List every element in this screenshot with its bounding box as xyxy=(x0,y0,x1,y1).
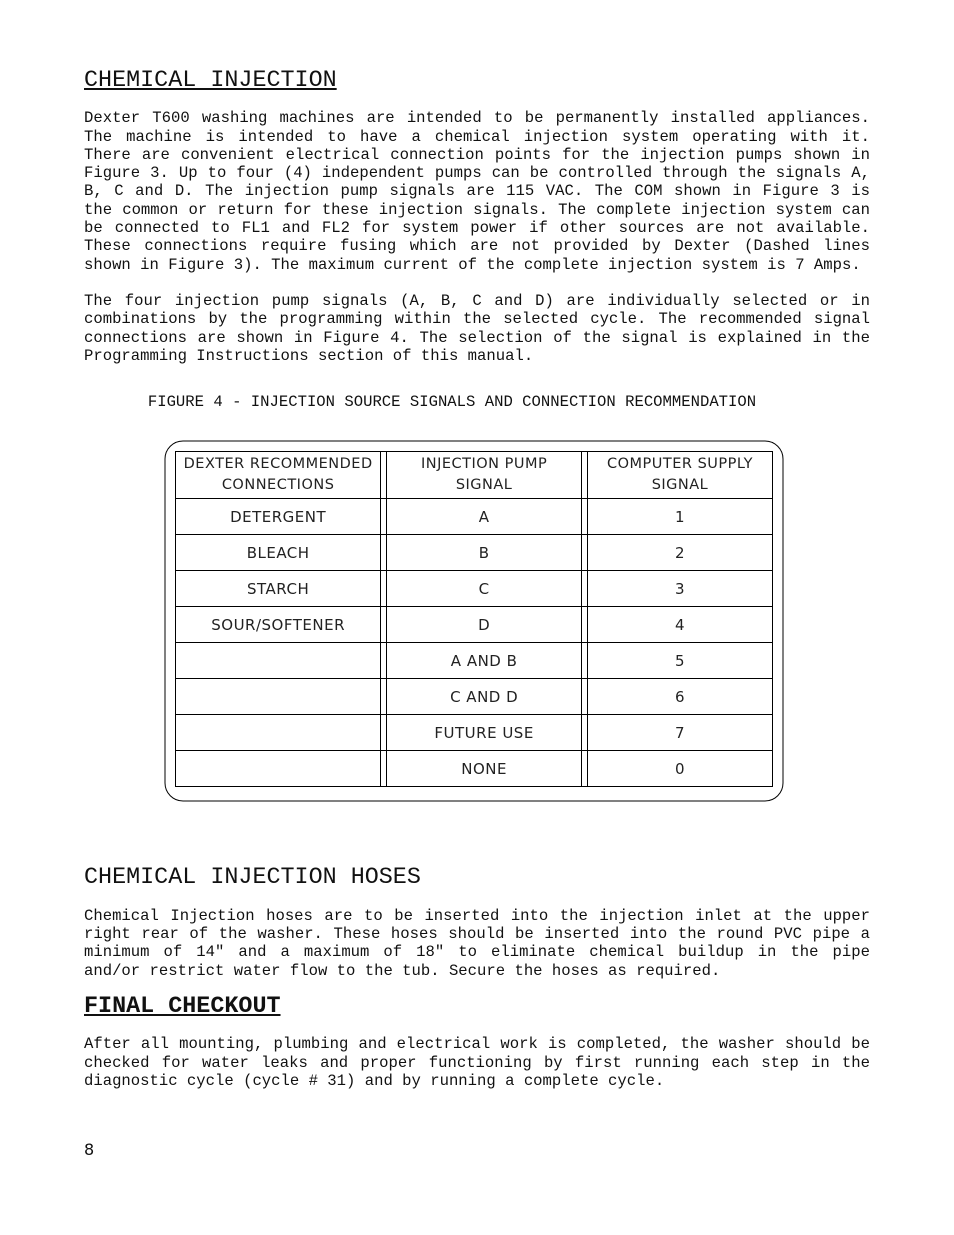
injection-hoses-paragraph: Chemical Injection hoses are to be inserted into the injection inlet at the upper right rear of the washer. These hoses should be inserted into the round PVC pipe a minimum of 14" and a maximum of 18" to eliminate chemical buildup in the pipe and/or restrict water flow to the tub. Secure the hoses as required. xyxy=(84,906,870,980)
cell-pump-signal: C AND D xyxy=(386,678,582,714)
cell-pump-signal: C xyxy=(386,570,582,606)
cell-computer-signal: 4 xyxy=(587,606,773,642)
figure-4-caption: FIGURE 4 - INJECTION SOURCE SIGNALS AND CONNECTION RECOMMENDATION xyxy=(147,393,757,412)
cell-computer-signal: 5 xyxy=(587,642,773,678)
table-row xyxy=(175,498,773,534)
cell-connection: BLEACH xyxy=(175,534,381,570)
cell-connection xyxy=(175,714,381,750)
final-checkout-paragraph: After all mounting, plumbing and electrical work is completed, the washer should be checked for water leaks and proper functioning by first running each step in the diagnostic cycle (cycle # 31) and by running a complete cycle. xyxy=(84,1035,870,1090)
cell-pump-signal: FUTURE USE xyxy=(386,714,582,750)
cell-connection xyxy=(175,750,381,787)
table-row xyxy=(175,642,773,678)
chemical-injection-paragraph-2: The four injection pump signals (A, B, C and D) are individually selected or in combinations by the programming within the selected cycle. The recommended signal connections are shown in Figure 4. The selection of the signal is explained in the Programming Instructions section of this manual. xyxy=(84,291,870,365)
cell-computer-signal: 7 xyxy=(587,714,773,750)
cell-connection: STARCH xyxy=(175,570,381,606)
page-number: 8 xyxy=(84,1140,95,1159)
cell-computer-signal: 0 xyxy=(587,750,773,787)
chemical-injection-paragraph-1: Dexter T600 washing machines are intended to be permanently installed appliances. The machine is intended to have a chemical injection system operating with it. There are convenient electrical connection points for the injection pumps shown in Figure 3. Up to four (4) independent pumps can be controlled through the signals A, B, C and D. The injection pump signals are 115 VAC. The COM shown in Figure 3 is the common or return for these injection signals. The complete injection system can be connected to FL1 and FL2 for system power if other sources are not available. These connections require fusing which are not provided by Dexter (Dashed lines shown in Figure 3). The maximum current of the complete injection system is 7 Amps. xyxy=(84,109,870,274)
injection-hoses-heading: CHEMICAL INJECTION HOSES xyxy=(84,865,421,892)
header-computer-supply-signal: COMPUTER SUPPLY SIGNAL xyxy=(587,451,773,498)
final-checkout-heading: FINAL CHECKOUT xyxy=(84,993,281,1020)
cell-connection: DETERGENT xyxy=(175,498,381,534)
cell-pump-signal: D xyxy=(386,606,582,642)
chemical-injection-heading: CHEMICAL INJECTION xyxy=(84,68,337,94)
table-row xyxy=(175,750,773,787)
cell-connection xyxy=(175,678,381,714)
table-row xyxy=(175,714,773,750)
cell-pump-signal: A xyxy=(386,498,582,534)
table-row xyxy=(175,678,773,714)
table-row xyxy=(175,534,773,570)
figure-4-table-frame xyxy=(164,440,784,802)
cell-connection: SOUR/SOFTENER xyxy=(175,606,381,642)
cell-pump-signal: A AND B xyxy=(386,642,582,678)
cell-computer-signal: 6 xyxy=(587,678,773,714)
injection-signal-table xyxy=(175,451,773,787)
cell-computer-signal: 2 xyxy=(587,534,773,570)
table-row xyxy=(175,606,773,642)
header-dexter-connections: DEXTER RECOMMENDED CONNECTIONS xyxy=(175,451,381,498)
cell-computer-signal: 1 xyxy=(587,498,773,534)
manual-page xyxy=(84,68,870,1108)
header-injection-pump-signal: INJECTION PUMP SIGNAL xyxy=(386,451,582,498)
cell-computer-signal: 3 xyxy=(587,570,773,606)
cell-pump-signal: B xyxy=(386,534,582,570)
table-row xyxy=(175,570,773,606)
cell-connection xyxy=(175,642,381,678)
table-header-row xyxy=(175,451,773,498)
cell-pump-signal: NONE xyxy=(386,750,582,787)
